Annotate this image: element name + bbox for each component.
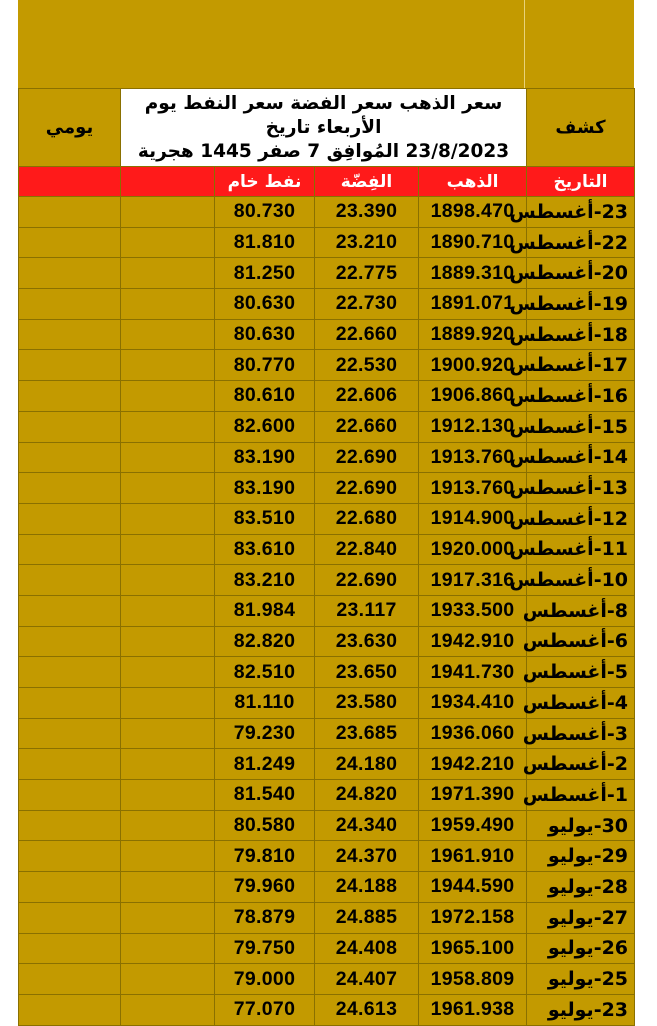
- column-header-row: [19, 167, 635, 197]
- date-cell: 6-أغسطس: [527, 626, 635, 657]
- row-empty-cell: [19, 227, 121, 258]
- oil-price-cell: 78.879: [215, 902, 315, 933]
- gold-price-cell: 1941.730: [419, 657, 527, 688]
- oil-price-cell: 79.960: [215, 872, 315, 903]
- date-cell: 2-أغسطس: [527, 749, 635, 780]
- row-empty-cell: [121, 258, 215, 289]
- row-empty-cell: [19, 503, 121, 534]
- gold-price-cell: 1942.910: [419, 626, 527, 657]
- table-row: [19, 933, 635, 964]
- gold-price-cell: 1914.900: [419, 503, 527, 534]
- table-row: [19, 749, 635, 780]
- report-title: [121, 89, 527, 167]
- table-row: [19, 534, 635, 565]
- gold-price-cell: 1961.938: [419, 994, 527, 1025]
- gold-price-cell: 1972.158: [419, 902, 527, 933]
- row-empty-cell: [121, 872, 215, 903]
- silver-price-cell: 22.690: [315, 473, 419, 504]
- daily-label: يومي: [19, 89, 121, 167]
- table-row: [19, 350, 635, 381]
- silver-price-cell: 23.630: [315, 626, 419, 657]
- row-empty-cell: [19, 442, 121, 473]
- row-empty-cell: [121, 902, 215, 933]
- row-empty-cell: [19, 534, 121, 565]
- row-empty-cell: [121, 595, 215, 626]
- title-line-2: 23/8/2023 المُوافِق 7 صفر 1445 هجرية: [137, 140, 510, 162]
- row-empty-cell: [121, 810, 215, 841]
- gold-price-cell: 1959.490: [419, 810, 527, 841]
- row-empty-cell: [19, 780, 121, 811]
- silver-price-cell: 22.775: [315, 258, 419, 289]
- row-empty-cell: [19, 381, 121, 412]
- date-cell: 27-يوليو: [527, 902, 635, 933]
- silver-price-cell: 24.407: [315, 964, 419, 995]
- table-row: [19, 411, 635, 442]
- silver-price-cell: 23.210: [315, 227, 419, 258]
- row-empty-cell: [19, 657, 121, 688]
- gold-price-cell: 1958.809: [419, 964, 527, 995]
- silver-price-cell: 22.730: [315, 289, 419, 320]
- header-silver: الفِضّة: [315, 167, 419, 197]
- row-empty-cell: [19, 964, 121, 995]
- date-cell: 8-أغسطس: [527, 595, 635, 626]
- gold-price-cell: 1965.100: [419, 933, 527, 964]
- oil-price-cell: 82.600: [215, 411, 315, 442]
- oil-price-cell: 77.070: [215, 994, 315, 1025]
- oil-price-cell: 83.210: [215, 565, 315, 596]
- top-band: [18, 0, 634, 88]
- row-empty-cell: [121, 350, 215, 381]
- gold-price-cell: 1942.210: [419, 749, 527, 780]
- gold-price-cell: 1889.310: [419, 258, 527, 289]
- row-empty-cell: [19, 319, 121, 350]
- row-empty-cell: [121, 473, 215, 504]
- oil-price-cell: 80.630: [215, 289, 315, 320]
- table-row: [19, 872, 635, 903]
- date-cell: 15-أغسطس: [527, 411, 635, 442]
- oil-price-cell: 79.230: [215, 718, 315, 749]
- date-cell: 22-أغسطس: [527, 227, 635, 258]
- price-table: [18, 88, 635, 1026]
- row-empty-cell: [121, 411, 215, 442]
- date-cell: 26-يوليو: [527, 933, 635, 964]
- silver-price-cell: 24.885: [315, 902, 419, 933]
- table-row: [19, 810, 635, 841]
- header-oil: نفط خام: [215, 167, 315, 197]
- gold-price-cell: 1889.920: [419, 319, 527, 350]
- row-empty-cell: [121, 227, 215, 258]
- oil-price-cell: 80.580: [215, 810, 315, 841]
- table-row: [19, 964, 635, 995]
- silver-price-cell: 24.188: [315, 872, 419, 903]
- silver-price-cell: 23.117: [315, 595, 419, 626]
- gold-price-cell: 1900.920: [419, 350, 527, 381]
- header-date: التاريخ: [527, 167, 635, 197]
- table-row: [19, 258, 635, 289]
- table-row: [19, 289, 635, 320]
- date-cell: 17-أغسطس: [527, 350, 635, 381]
- row-empty-cell: [121, 319, 215, 350]
- oil-price-cell: 79.750: [215, 933, 315, 964]
- row-empty-cell: [19, 565, 121, 596]
- date-cell: 25-يوليو: [527, 964, 635, 995]
- title-row: [19, 89, 635, 167]
- oil-price-cell: 81.810: [215, 227, 315, 258]
- oil-price-cell: 81.984: [215, 595, 315, 626]
- date-cell: 20-أغسطس: [527, 258, 635, 289]
- date-cell: 1-أغسطس: [527, 780, 635, 811]
- row-empty-cell: [121, 503, 215, 534]
- gold-price-cell: 1898.470: [419, 197, 527, 228]
- row-empty-cell: [121, 688, 215, 719]
- date-cell: 28-يوليو: [527, 872, 635, 903]
- gold-price-cell: 1933.500: [419, 595, 527, 626]
- date-cell: 16-أغسطس: [527, 381, 635, 412]
- row-empty-cell: [19, 350, 121, 381]
- oil-price-cell: 79.000: [215, 964, 315, 995]
- table-row: [19, 595, 635, 626]
- silver-price-cell: 24.370: [315, 841, 419, 872]
- oil-price-cell: 81.250: [215, 258, 315, 289]
- table-row: [19, 381, 635, 412]
- oil-price-cell: 81.249: [215, 749, 315, 780]
- silver-price-cell: 24.180: [315, 749, 419, 780]
- table-row: [19, 319, 635, 350]
- row-empty-cell: [19, 289, 121, 320]
- silver-price-cell: 24.820: [315, 780, 419, 811]
- row-empty-cell: [121, 565, 215, 596]
- column-divider: [524, 0, 525, 88]
- table-row: [19, 780, 635, 811]
- silver-price-cell: 22.690: [315, 442, 419, 473]
- row-empty-cell: [19, 872, 121, 903]
- date-cell: 12-أغسطس: [527, 503, 635, 534]
- row-empty-cell: [121, 718, 215, 749]
- gold-price-cell: 1920.000: [419, 534, 527, 565]
- table-row: [19, 688, 635, 719]
- oil-price-cell: 81.540: [215, 780, 315, 811]
- row-empty-cell: [121, 780, 215, 811]
- row-empty-cell: [19, 902, 121, 933]
- row-empty-cell: [121, 381, 215, 412]
- row-empty-cell: [121, 626, 215, 657]
- silver-price-cell: 22.530: [315, 350, 419, 381]
- row-empty-cell: [121, 442, 215, 473]
- oil-price-cell: 83.190: [215, 442, 315, 473]
- table-row: [19, 197, 635, 228]
- gold-price-cell: 1912.130: [419, 411, 527, 442]
- header-empty-cell: [121, 167, 215, 197]
- silver-price-cell: 22.680: [315, 503, 419, 534]
- gold-price-cell: 1913.760: [419, 473, 527, 504]
- gold-price-cell: 1944.590: [419, 872, 527, 903]
- table-row: [19, 442, 635, 473]
- row-empty-cell: [19, 626, 121, 657]
- row-empty-cell: [121, 197, 215, 228]
- table-row: [19, 657, 635, 688]
- row-empty-cell: [19, 473, 121, 504]
- silver-price-cell: 23.580: [315, 688, 419, 719]
- gold-price-cell: 1934.410: [419, 688, 527, 719]
- table-row: [19, 626, 635, 657]
- date-cell: 18-أغسطس: [527, 319, 635, 350]
- row-empty-cell: [19, 688, 121, 719]
- row-empty-cell: [121, 749, 215, 780]
- silver-price-cell: 24.340: [315, 810, 419, 841]
- gold-price-cell: 1913.760: [419, 442, 527, 473]
- date-cell: 10-أغسطس: [527, 565, 635, 596]
- oil-price-cell: 80.730: [215, 197, 315, 228]
- gold-price-cell: 1936.060: [419, 718, 527, 749]
- date-cell: 23-يوليو: [527, 994, 635, 1025]
- gold-price-cell: 1961.910: [419, 841, 527, 872]
- row-empty-cell: [19, 749, 121, 780]
- oil-price-cell: 80.630: [215, 319, 315, 350]
- date-cell: 5-أغسطس: [527, 657, 635, 688]
- silver-price-cell: 22.690: [315, 565, 419, 596]
- silver-price-cell: 22.660: [315, 319, 419, 350]
- gold-price-cell: 1890.710: [419, 227, 527, 258]
- table-row: [19, 473, 635, 504]
- header-empty-cell: [19, 167, 121, 197]
- oil-price-cell: 82.820: [215, 626, 315, 657]
- gold-price-cell: 1917.316: [419, 565, 527, 596]
- row-empty-cell: [19, 718, 121, 749]
- row-empty-cell: [19, 197, 121, 228]
- date-cell: 23-أغسطس: [527, 197, 635, 228]
- row-empty-cell: [121, 994, 215, 1025]
- table-row: [19, 994, 635, 1025]
- silver-price-cell: 22.840: [315, 534, 419, 565]
- oil-price-cell: 79.810: [215, 841, 315, 872]
- header-gold: الذهب: [419, 167, 527, 197]
- row-empty-cell: [121, 657, 215, 688]
- kashf-label: كشف: [527, 89, 635, 167]
- silver-price-cell: 23.390: [315, 197, 419, 228]
- table-row: [19, 503, 635, 534]
- oil-price-cell: 81.110: [215, 688, 315, 719]
- oil-price-cell: 80.770: [215, 350, 315, 381]
- oil-price-cell: 83.510: [215, 503, 315, 534]
- gold-price-cell: 1891.071: [419, 289, 527, 320]
- gold-price-cell: 1906.860: [419, 381, 527, 412]
- row-empty-cell: [19, 595, 121, 626]
- row-empty-cell: [121, 933, 215, 964]
- oil-price-cell: 83.190: [215, 473, 315, 504]
- row-empty-cell: [121, 534, 215, 565]
- silver-price-cell: 22.660: [315, 411, 419, 442]
- silver-price-cell: 22.606: [315, 381, 419, 412]
- silver-price-cell: 23.685: [315, 718, 419, 749]
- gold-price-cell: 1971.390: [419, 780, 527, 811]
- table-row: [19, 902, 635, 933]
- date-cell: 19-أغسطس: [527, 289, 635, 320]
- row-empty-cell: [121, 964, 215, 995]
- row-empty-cell: [19, 933, 121, 964]
- row-empty-cell: [19, 994, 121, 1025]
- date-cell: 29-يوليو: [527, 841, 635, 872]
- table-row: [19, 718, 635, 749]
- date-cell: 4-أغسطس: [527, 688, 635, 719]
- table-row: [19, 565, 635, 596]
- silver-price-cell: 24.408: [315, 933, 419, 964]
- row-empty-cell: [121, 841, 215, 872]
- oil-price-cell: 80.610: [215, 381, 315, 412]
- date-cell: 3-أغسطس: [527, 718, 635, 749]
- silver-price-cell: 24.613: [315, 994, 419, 1025]
- date-cell: 14-أغسطس: [527, 442, 635, 473]
- oil-price-cell: 82.510: [215, 657, 315, 688]
- row-empty-cell: [19, 258, 121, 289]
- row-empty-cell: [19, 411, 121, 442]
- date-cell: 11-أغسطس: [527, 534, 635, 565]
- title-line-1: سعر الذهب سعر الفضة سعر النفط يوم الأربعاء تاريخ: [144, 92, 503, 138]
- row-empty-cell: [121, 289, 215, 320]
- table-row: [19, 227, 635, 258]
- date-cell: 30-يوليو: [527, 810, 635, 841]
- oil-price-cell: 83.610: [215, 534, 315, 565]
- row-empty-cell: [19, 810, 121, 841]
- date-cell: 13-أغسطس: [527, 473, 635, 504]
- table-row: [19, 841, 635, 872]
- row-empty-cell: [19, 841, 121, 872]
- silver-price-cell: 23.650: [315, 657, 419, 688]
